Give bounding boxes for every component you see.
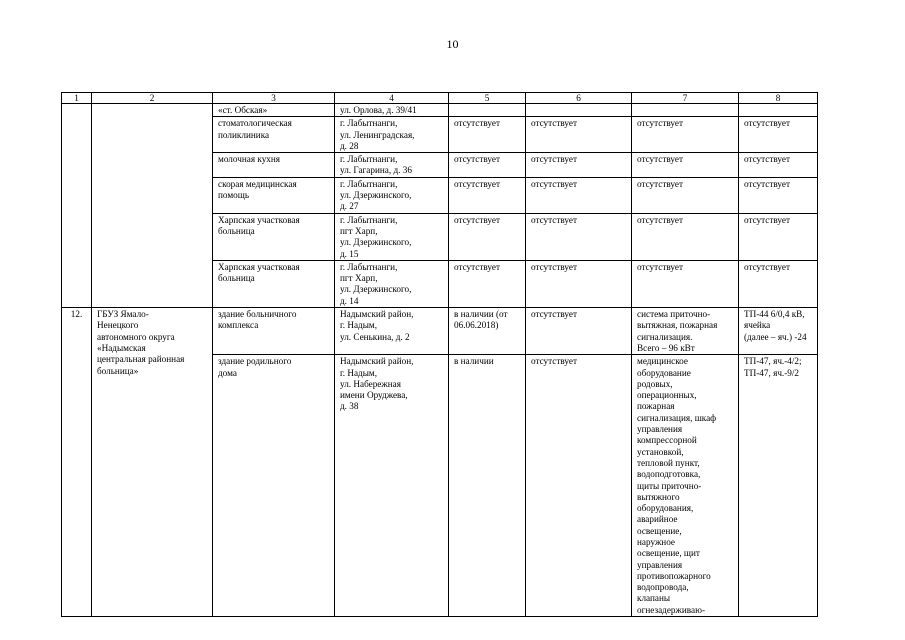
cell-text-line: ГБУЗ Ямало-	[97, 309, 149, 320]
cell-text-line: г. Лабытнанги,	[340, 118, 398, 129]
column-5-cell	[449, 104, 526, 117]
cell-text-line: поликлиника	[218, 129, 270, 140]
cell-text-line: ул. Дзержинского,	[340, 190, 412, 201]
cell-text-line: больница	[218, 225, 255, 236]
cell-text-line: комплекса	[218, 320, 259, 331]
cell-text-line: система приточно-	[637, 309, 711, 320]
page-number: 10	[446, 37, 459, 51]
cell-text-line: щиты приточно-	[637, 480, 702, 491]
cell-text-line: установкой,	[637, 446, 684, 457]
cell-text-line: ячейка	[744, 320, 771, 331]
cell-text-line: г. Лабытнанги,	[340, 261, 398, 272]
row-number-cell: 12.	[62, 308, 92, 617]
cell-text-line: ул. Дзержинского,	[340, 284, 412, 295]
cell-text-line: Ненецкого	[97, 320, 139, 331]
address-cell	[335, 153, 449, 178]
cell-text-line: сигнализация, шкаф	[637, 412, 717, 423]
cell-text-line: отсутствует	[454, 118, 500, 129]
address-cell	[335, 260, 449, 307]
cell-text-line: отсутствует	[454, 214, 500, 225]
equipment-cell	[632, 153, 739, 178]
facilities-table	[61, 92, 818, 617]
cell-text-line: отсутствует	[531, 178, 577, 189]
cell-text-line: управления	[637, 424, 683, 435]
cell-text-line: «Надымская	[97, 342, 146, 353]
cell-text-line: ул. Сенькина, д. 2	[340, 331, 410, 342]
column-6-cell	[526, 177, 632, 213]
cell-text-line: пгт Харп,	[340, 273, 378, 284]
header-cell: 6	[526, 93, 632, 104]
equipment-cell	[632, 260, 739, 307]
cell-text-line: скорая медицинская	[218, 178, 297, 189]
cell-text-line: ул. Орлова, д. 39/41	[340, 105, 417, 115]
facility-name-cell	[213, 260, 335, 307]
cell-text-line: медицинское	[637, 356, 688, 367]
equipment-cell	[632, 104, 739, 117]
cell-text-line: операционных,	[637, 390, 697, 401]
facility-name-cell	[213, 355, 335, 617]
equipment-cell	[632, 213, 739, 260]
cell-text-line: освещение, щит	[637, 548, 700, 559]
cell-text-line: отсутствует	[744, 118, 790, 129]
column-5-cell	[449, 177, 526, 213]
cell-text-line: г. Надым,	[340, 320, 377, 331]
header-row	[62, 93, 818, 104]
cell-text-line: Надымский район,	[340, 356, 414, 367]
cell-text-line: оборудования,	[637, 503, 694, 514]
substation-cell	[739, 177, 818, 213]
header-cell: 7	[632, 93, 739, 104]
cell-text-line: отсутствует	[454, 261, 500, 272]
cell-text-line: д. 38	[340, 401, 359, 412]
equipment-cell	[632, 117, 739, 153]
cell-text-line: противопожарного	[637, 570, 711, 581]
column-5-cell	[449, 153, 526, 178]
cell-text-line: помощь	[218, 190, 250, 201]
cell-text-line: отсутствует	[531, 118, 577, 129]
column-5-cell	[449, 260, 526, 307]
cell-text-line: управления	[637, 559, 683, 570]
cell-text-line: оборудование	[637, 367, 691, 378]
facility-name-cell	[213, 153, 335, 178]
cell-text-line: отсутствует	[637, 214, 683, 225]
cell-text-line: ул. Гагарина, д. 36	[340, 165, 412, 176]
header-cell: 8	[739, 93, 818, 104]
cell-text-line: г. Надым,	[340, 367, 377, 378]
cell-text-line: ул. Ленинградская,	[340, 129, 415, 140]
cell-text-line: тепловой пункт,	[637, 457, 700, 468]
cell-text-line: ТП-44 6/0,4 кВ,	[744, 309, 805, 320]
column-6-cell	[526, 213, 632, 260]
cell-text-line: аварийное	[637, 514, 678, 525]
header-cell: 3	[213, 93, 335, 104]
cell-text-line: молочная кухня	[218, 154, 281, 165]
cell-text-line: огнезадерживаю-	[637, 604, 706, 615]
cell-text-line: отсутствует	[744, 214, 790, 225]
cell-text-line: ТП-47, яч.-4/2;	[744, 356, 802, 367]
cell-text-line: отсутствует	[454, 178, 500, 189]
cell-text-line: отсутствует	[531, 309, 577, 320]
substation-cell	[739, 308, 818, 355]
table-row	[62, 104, 818, 117]
facility-name-cell	[213, 213, 335, 260]
cell-text-line: пожарная	[637, 401, 675, 412]
cell-text-line: (далее – яч.) -24	[744, 331, 807, 342]
cell-text-line: больница»	[97, 365, 139, 376]
row-number-cell	[62, 104, 92, 308]
cell-text-line: Всего – 96 кВт	[637, 342, 695, 353]
table-row	[62, 308, 818, 355]
cell-text-line: отсутствует	[637, 118, 683, 129]
cell-text-line: д. 28	[340, 140, 359, 151]
equipment-cell	[632, 355, 739, 617]
header-cell: 1	[62, 93, 92, 104]
cell-text-line: отсутствует	[637, 154, 683, 165]
header-cell: 4	[335, 93, 449, 104]
cell-text-line: Харпская участковая	[218, 261, 300, 272]
cell-text-line: д. 27	[340, 201, 359, 212]
address-cell	[335, 308, 449, 355]
cell-text-line: Харпская участковая	[218, 214, 300, 225]
cell-text-line: освещение,	[637, 525, 682, 536]
cell-text-line: стоматологическая	[218, 118, 292, 129]
cell-text-line: компрессорной	[637, 435, 697, 446]
cell-text-line: Надымский район,	[340, 309, 414, 320]
cell-text-line: отсутствует	[744, 154, 790, 165]
substation-cell	[739, 213, 818, 260]
cell-text-line: пгт Харп,	[340, 225, 378, 236]
cell-text-line: д. 15	[340, 248, 359, 259]
cell-text-line: вытяжного	[637, 491, 680, 502]
cell-text-line: отсутствует	[531, 261, 577, 272]
substation-cell	[739, 260, 818, 307]
column-6-cell	[526, 260, 632, 307]
cell-text-line: в наличии	[454, 356, 494, 367]
cell-text-line: г. Лабытнанги,	[340, 154, 398, 165]
cell-text-line: отсутствует	[637, 178, 683, 189]
substation-cell	[739, 153, 818, 178]
cell-text-line: «ст. Обская»	[218, 105, 268, 115]
cell-text-line: сигнализация.	[637, 331, 693, 342]
address-cell	[335, 177, 449, 213]
cell-text-line: в наличии (от	[454, 309, 508, 320]
cell-text-line: дома	[218, 367, 237, 378]
equipment-cell	[632, 177, 739, 213]
table-body	[62, 93, 818, 617]
address-cell	[335, 117, 449, 153]
header-cell: 5	[449, 93, 526, 104]
address-cell	[335, 213, 449, 260]
cell-text-line: 06.06.2018)	[454, 320, 499, 331]
cell-text-line: ТП-47, яч.-9/2	[744, 367, 800, 378]
cell-text-line: г. Лабытнанги,	[340, 178, 398, 189]
substation-cell	[739, 355, 818, 617]
address-cell	[335, 355, 449, 617]
column-6-cell	[526, 355, 632, 617]
column-6-cell	[526, 117, 632, 153]
cell-text-line: здание родильного	[218, 356, 292, 367]
cell-text-line: д. 14	[340, 295, 359, 306]
cell-text-line: ул. Набережная	[340, 378, 401, 389]
facility-name-cell	[213, 308, 335, 355]
cell-text-line: родовых,	[637, 378, 673, 389]
facility-name-cell	[213, 104, 335, 117]
column-6-cell	[526, 153, 632, 178]
cell-text-line: отсутствует	[531, 154, 577, 165]
organization-cell	[92, 308, 213, 617]
facility-name-cell	[213, 117, 335, 153]
cell-text-line: клапаны	[637, 593, 671, 604]
cell-text-line: здание больничного	[218, 309, 297, 320]
column-6-cell	[526, 104, 632, 117]
cell-text-line: наружное	[637, 536, 675, 547]
cell-text-line: г. Лабытнанги,	[340, 214, 398, 225]
cell-text-line: отсутствует	[744, 178, 790, 189]
column-5-cell	[449, 117, 526, 153]
cell-text-line: отсутствует	[531, 214, 577, 225]
cell-text-line: отсутствует	[531, 356, 577, 367]
cell-text-line: водопровода,	[637, 582, 689, 593]
column-6-cell	[526, 308, 632, 355]
column-5-cell	[449, 355, 526, 617]
cell-text-line: отсутствует	[637, 261, 683, 272]
cell-text-line: ул. Дзержинского,	[340, 237, 412, 248]
cell-text-line: отсутствует	[744, 261, 790, 272]
cell-text-line: центральная районная	[97, 354, 185, 365]
substation-cell	[739, 117, 818, 153]
column-5-cell	[449, 213, 526, 260]
header-cell: 2	[92, 93, 213, 104]
cell-text-line: водоподготовка,	[637, 469, 701, 480]
cell-text-line: автономного округа	[97, 331, 175, 342]
address-cell	[335, 104, 449, 117]
substation-cell	[739, 104, 818, 117]
facility-name-cell	[213, 177, 335, 213]
column-5-cell	[449, 308, 526, 355]
cell-text-line: имени Оруджева,	[340, 390, 408, 401]
cell-text-line: больница	[218, 273, 255, 284]
organization-cell	[92, 104, 213, 308]
cell-text-line: вытяжная, пожарная	[637, 320, 718, 331]
cell-text-line: отсутствует	[454, 154, 500, 165]
equipment-cell	[632, 308, 739, 355]
